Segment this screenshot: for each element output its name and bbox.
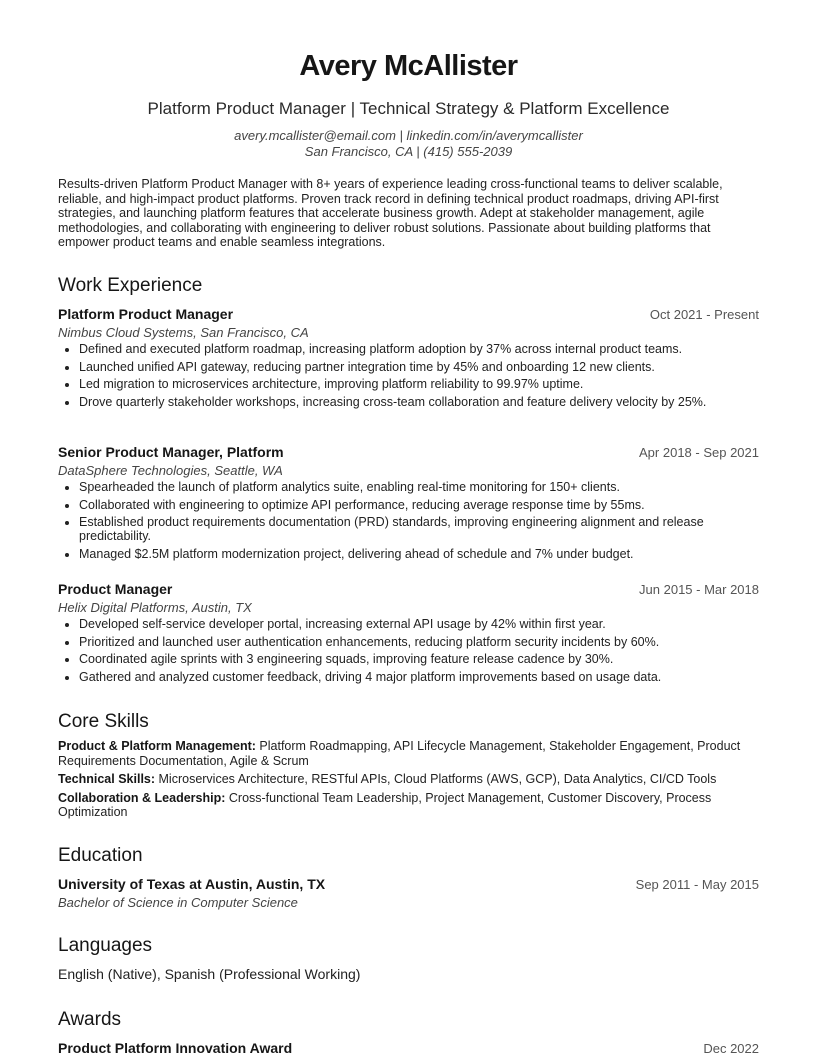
list-item: • Collaborated with engineering to optimize API performance, reducing average response time by 55ms. — [79, 498, 759, 512]
job-dates: Apr 2018 - Sep 2021 — [639, 445, 759, 460]
education-header — [58, 876, 759, 894]
skill-group-label: Technical Skills: — [58, 772, 156, 786]
section-title-awards: Awards — [58, 1009, 122, 1030]
list-item: • Defined and executed platform roadmap, increasing platform adoption by 37% across internal product teams. — [79, 342, 759, 356]
skill-group-text: Microservices Architecture, RESTful APIs, Cloud Platforms (AWS, GCP), Data Analytics, CI/CD Tools — [158, 772, 717, 786]
list-item: • Spearheaded the launch of platform analytics suite, enabling real-time monitoring for 150+ clients. — [79, 480, 759, 494]
award-date: Dec 2022 — [703, 1041, 759, 1056]
job-title: Platform Product Manager — [58, 306, 234, 322]
job-bullets — [58, 480, 759, 561]
candidate-name: Avery McAllister — [299, 50, 518, 82]
list-item: • Drove quarterly stakeholder workshops, increasing cross-team collaboration and feature delivery velocity by 25%. — [79, 395, 759, 409]
section-title-languages: Languages — [58, 935, 153, 956]
award-title: Product Platform Innovation Award — [58, 1040, 293, 1056]
skill-group — [58, 791, 759, 820]
list-item: • Established product requirements documentation (PRD) standards, improving engineering alignment and release predictability. — [79, 515, 759, 543]
list-item: • Coordinated agile sprints with 3 engineering squads, improving feature release cadence by 30%. — [79, 652, 759, 666]
job-header — [58, 444, 759, 462]
skill-group-text: Cross-functional Team Leadership, Project Management, Customer Discovery, Process Optimization — [58, 790, 712, 819]
job-company: Nimbus Cloud Systems, San Francisco, CA — [58, 325, 309, 340]
skill-group-label: Collaboration & Leadership: — [58, 790, 226, 805]
award-header — [58, 1040, 759, 1058]
list-item: • Gathered and analyzed customer feedback, driving 4 major platform improvements based on usage data. — [79, 670, 759, 684]
award-entry — [58, 1040, 759, 1058]
section-title-experience: Work Experience — [58, 275, 203, 296]
section-title-education: Education — [58, 845, 143, 866]
job-dates: Oct 2021 - Present — [649, 307, 759, 322]
contact-location-phone: San Francisco, CA | (415) 555-2039 — [304, 144, 513, 159]
summary-paragraph: Results-driven Platform Product Manager with 8+ years of experience leading cross-functional teams to deliver scalable, reliable, and high-impact product platforms. Proven track record in defining technical product roadmaps, driving API-first strategies, and launching platform features that accelerate business growth. Adept at stakeholder management, agile methodologies, and collaborating with engineering to deliver robust solutions. Passionate about building platforms that empower product teams and enable seamless integrations. — [58, 177, 723, 250]
list-item: • Prioritized and launched user authentication enhancements, reducing platform security incidents by 60%. — [79, 635, 759, 649]
education-degree: Bachelor of Science in Computer Science — [58, 895, 298, 910]
job-title: Product Manager — [58, 581, 173, 597]
skill-group-label: Product & Platform Management: — [58, 739, 256, 753]
job-header — [58, 581, 759, 599]
job-dates: Jun 2015 - Mar 2018 — [639, 582, 759, 597]
skills-list — [58, 739, 759, 824]
skill-group-text: Platform Roadmapping, API Lifecycle Management, Stakeholder Engagement, Product Requirements Documentation, Agile & Scrum — [58, 739, 741, 768]
list-item: • Launched unified API gateway, reducing partner integration time by 45% and onboarding 12 new clients. — [79, 360, 759, 374]
candidate-headline: Platform Product Manager | Technical Strategy & Platform Excellence — [147, 99, 670, 118]
list-item: • Managed $2.5M platform modernization project, delivering ahead of schedule and 7% under budget. — [79, 547, 759, 561]
job-company: DataSphere Technologies, Seattle, WA — [58, 463, 283, 478]
job-entry — [58, 306, 759, 412]
education-dates: Sep 2011 - May 2015 — [635, 877, 759, 892]
contact-info — [58, 128, 759, 160]
languages-text: English (Native), Spanish (Professional Working) — [58, 966, 361, 982]
job-header — [58, 306, 759, 324]
job-bullets — [58, 617, 759, 684]
skill-group — [58, 739, 759, 768]
job-title: Senior Product Manager, Platform — [58, 444, 284, 460]
education-school: University of Texas at Austin, Austin, TX — [58, 876, 326, 892]
contact-email-linkedin: avery.mcallister@email.com | linkedin.com/in/averymcallister — [234, 128, 583, 143]
skill-group — [58, 772, 759, 787]
job-entry — [58, 444, 759, 564]
education-entry — [58, 876, 759, 912]
list-item: • Developed self-service developer portal, increasing external API usage by 42% within first year. — [79, 617, 759, 631]
list-item: • Led migration to microservices architecture, improving platform reliability to 99.97% uptime. — [79, 377, 759, 391]
job-company: Helix Digital Platforms, Austin, TX — [58, 600, 252, 615]
job-bullets — [58, 342, 759, 409]
job-entry — [58, 581, 759, 687]
section-title-skills: Core Skills — [58, 711, 149, 732]
